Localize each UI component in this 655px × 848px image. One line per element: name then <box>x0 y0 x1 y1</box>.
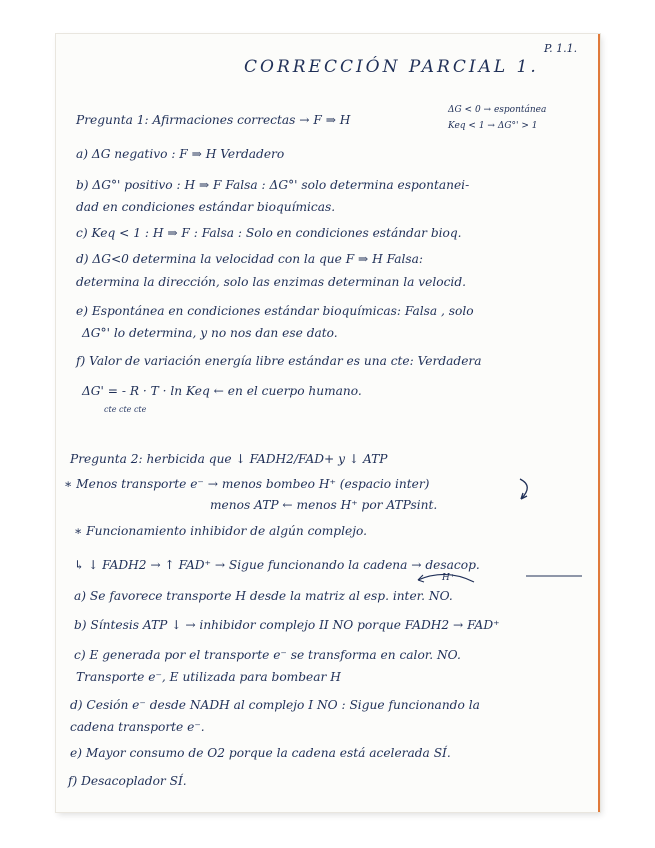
q1-answer-b-line1: b) ΔG°' positivo : H ⇒ F Falsa : ΔG°' solo determina espontanei- <box>76 178 470 192</box>
page-title: CORRECCIÓN PARCIAL 1. <box>244 57 539 77</box>
desacop-underline <box>526 574 584 578</box>
q1-answer-f-line2: ΔG' = - R · T · ln Keq ← en el cuerpo humano. <box>82 384 362 398</box>
q1-answer-e-line1: e) Espontánea en condiciones estándar bioquímicas: Falsa , solo <box>76 304 474 318</box>
page-number: P. 1.1. <box>544 42 578 55</box>
q1-answer-b-line2: dad en condiciones estándar bioquímicas. <box>76 200 336 214</box>
q1-answer-c: c) Keq < 1 : H ⇒ F : Falsa : Solo en condiciones estándar bioq. <box>76 226 462 240</box>
q1-answer-f-line1: f) Valor de variación energía libre estándar es una cte: Verdadera <box>76 354 482 368</box>
q2-answer-d-line1: d) Cesión e⁻ desde NADH al complejo I NO : Sigue funcionando la <box>70 698 480 712</box>
q2-chain-h-label: H⁺ <box>442 573 455 583</box>
q2-star-2: ∗ Funcionamiento inhibidor de algún complejo. <box>74 524 367 538</box>
q1-answer-a: a) ΔG negativo : F ⇒ H Verdadero <box>76 147 285 161</box>
q2-header: Pregunta 2: herbicida que ↓ FADH2/FAD+ y ↓ ATP <box>70 452 388 466</box>
q2-chain: ↳ ↓ FADH2 → ↑ FAD⁺ → Sigue funcionando la cadena → desacop. <box>74 558 480 572</box>
q1-answer-e-line2: ΔG°' lo determina, y no nos dan ese dato. <box>82 326 338 340</box>
q1-answer-d-line2: determina la dirección, solo las enzimas determinan la velocid. <box>76 275 466 289</box>
q1-side-note-2: Keq < 1 → ΔG°' > 1 <box>448 121 538 131</box>
notebook-page <box>56 34 600 812</box>
q1-side-note-1: ΔG < 0 → espontánea <box>448 105 547 115</box>
q2-answer-c-line2: Transporte e⁻, E utilizada para bombear H <box>76 670 341 684</box>
q1-answer-f-constants: cte cte cte <box>104 405 147 414</box>
q1-header: Pregunta 1: Afirmaciones correctas → F ⇒ H <box>76 113 351 127</box>
q2-answer-c-line1: c) E generada por el transporte e⁻ se transforma en calor. NO. <box>74 648 461 662</box>
q2-star-1-line2: menos ATP ← menos H⁺ por ATPsint. <box>210 498 438 512</box>
q2-answer-a: a) Se favorece transporte H desde la matriz al esp. inter. NO. <box>74 589 453 603</box>
q2-answer-e: e) Mayor consumo de O2 porque la cadena está acelerada SÍ. <box>70 746 451 760</box>
curved-arrow-icon <box>518 476 538 502</box>
q2-answer-f: f) Desacoplador SÍ. <box>68 774 187 788</box>
q2-answer-d-line2: cadena transporte e⁻. <box>70 720 205 734</box>
q1-answer-d-line1: d) ΔG<0 determina la velocidad con la que F ⇒ H Falsa: <box>76 252 424 266</box>
q2-answer-b: b) Síntesis ATP ↓ → inhibidor complejo II NO porque FADH2 → FAD⁺ <box>74 618 500 632</box>
q2-star-1-line1: ∗ Menos transporte e⁻ → menos bombeo H⁺ (espacio inter) <box>64 477 430 491</box>
